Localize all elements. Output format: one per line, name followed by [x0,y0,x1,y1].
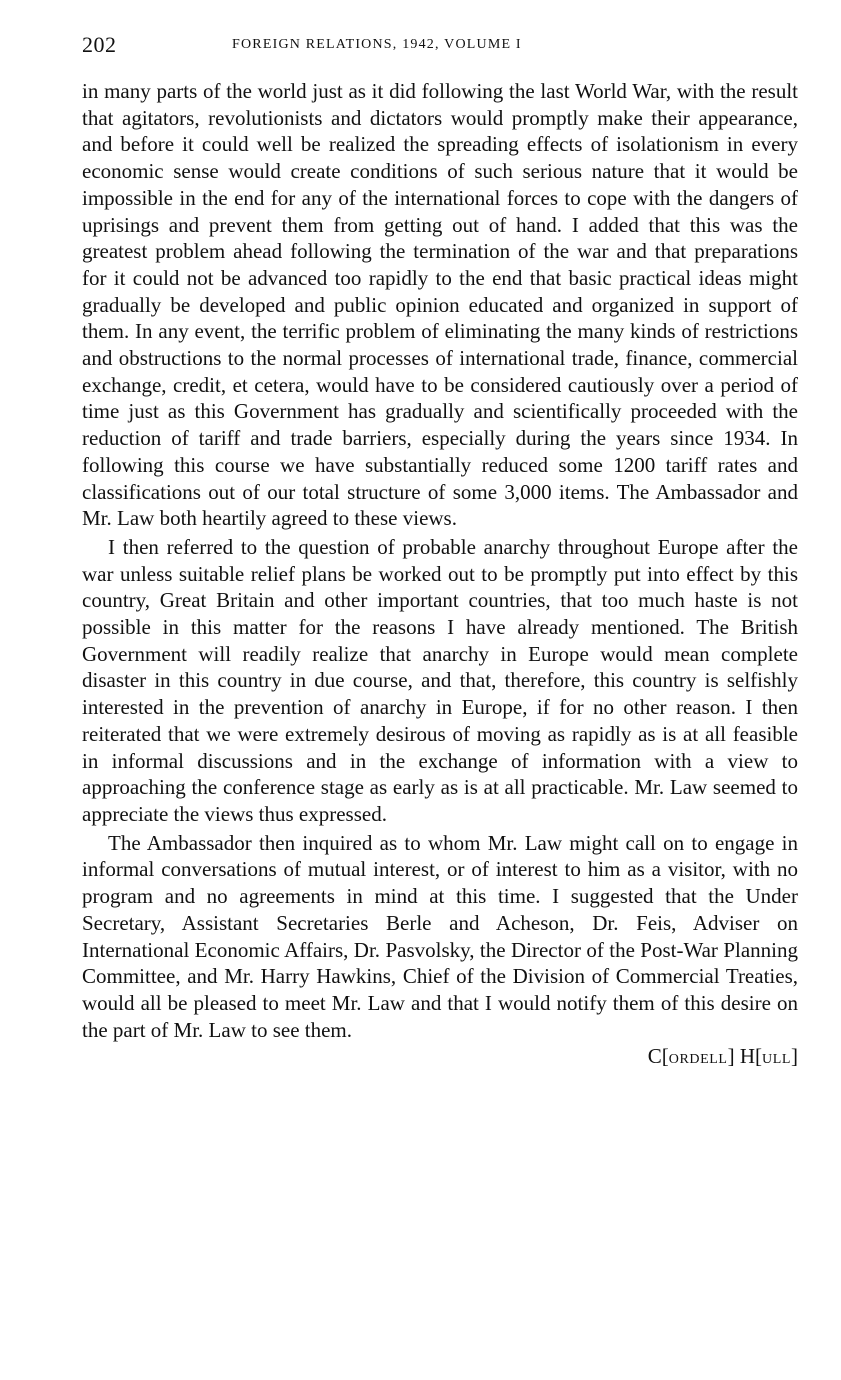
paragraph: The Ambassador then inquired as to whom Mr. Law might call on to engage in informal conversations of mutual interest, or of interest to him as a visitor, with no program and no agreements in mind at this time. I suggested that the Under Secretary, Assistant Secretaries Berle and Acheson, Dr. Feis, Adviser on International Economic Affairs, Dr. Pasvolsky, the Director of the Post-War Planning Committee, and Mr. Harry Hawkins, Chief of the Division of Commercial Treaties, would all be pleased to meet Mr. Law and that I would notify them of this desire on the part of Mr. Law to see them. [82,830,798,1042]
paragraph: I then referred to the question of probable anarchy throughout Europe after the war unless suitable relief plans be worked out to be promptly put into effect by this country, Great Britain and other important countries, that too much haste is not possible in this matter for the reasons I have already mentioned. The British Government will readily realize that anarchy in Europe would mean complete disaster in this country in due course, and that, therefore, this country is selfishly interested in the prevention of anarchy in Europe, if for no other reason. I then reiterated that we were extremely desirous of moving as rapidly as is at all feasible in informal discussions and in the exchange of information with a view to approaching the conference stage as early as is at all practicable. Mr. Law seemed to appreciate the views thus expressed. [82,534,798,826]
signature-first-close: ] [727,1044,735,1069]
running-head: FOREIGN RELATIONS, 1942, VOLUME I [232,37,522,52]
body-text [82,78,798,1043]
page-number: 202 [82,32,117,57]
signature [82,1043,798,1073]
signature-last-rest: ULL [761,1052,791,1068]
signature-last-initial: H[ [739,1044,762,1069]
page-header [82,32,798,64]
signature-first-initial: C[ [647,1044,669,1069]
signature-last-close: ] [791,1044,798,1069]
signature-first-rest: ORDELL [668,1052,728,1068]
paragraph-continued: in many parts of the world just as it did following the last World War, with the result that agitators, revolutionists and dictators would promptly make their appearance, and before it could well be realized the spreading effects of isolationism in every economic sense would create conditions of such serious nature that it would be impossible in the end for any of the international forces to cope with the dangers of uprisings and prevent them from getting out of hand. I added that this was the greatest problem ahead following the termination of the war and that preparations for it could not be advanced too rapidly to the end that basic practical ideas might gradually be developed and public opinion educated and organized in support of them. In any event, the terrific problem of eliminating the many kinds of restrictions and obstructions to the normal processes of international trade, finance, commercial exchange, credit, et cetera, would have to be considered cautiously over a period of time just as this Government has gradually and scientifically proceeded with the reduction of tariff and trade barriers, especially during the years since 1934. In following this course we have substantially reduced some 1200 tariff rates and classifications out of our total structure of some 3,000 items. The Ambassador and Mr. Law both heartily agreed to these views. [82,79,798,531]
document-page [82,32,798,1073]
